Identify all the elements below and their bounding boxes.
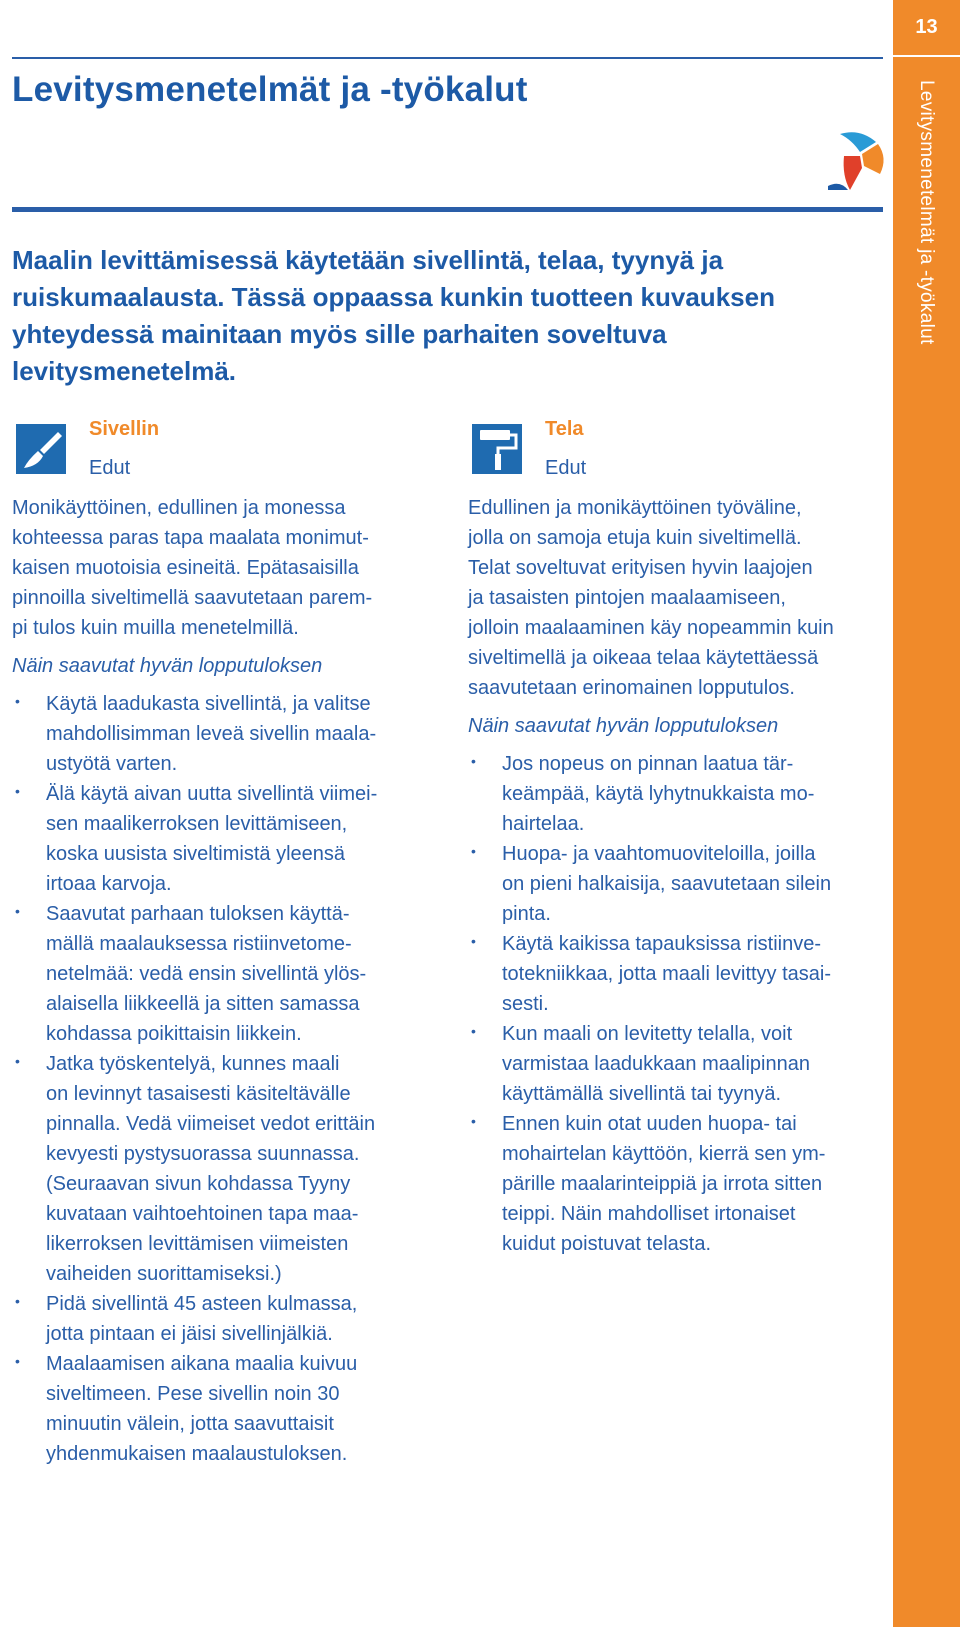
page-title: Levitysmenetelmät ja -työkalut: [12, 70, 528, 109]
tela-advantages-label: Edut: [545, 457, 587, 479]
side-section-title: Levitysmenetelmät ja -työkalut: [916, 80, 937, 345]
list-item: • Kun maali on levitetty telalla, voit varmistaa laadukkaan maalipinnan käyttämällä sivellintä tai tyynyä.: [468, 1019, 888, 1109]
top-divider: [12, 57, 883, 59]
paint-roller-icon: [472, 424, 522, 474]
list-item: • Saavutat parhaan tuloksen käyttä- mällä maalauksessa ristiinvetome- netelmää: vedä ensin sivellintä ylös- alaisella liikkeellä ja sitten samassa kohdassa poikittaisin liikkein.: [12, 899, 432, 1049]
list-item: • Pidä sivellintä 45 asteen kulmassa, jotta pintaan ei jäisi sivellinjälkiä.: [12, 1289, 432, 1349]
list-item: • Jos nopeus on pinnan laatua tär- keämpää, käytä lyhytnukkaista mo- hairtelaa.: [468, 749, 888, 839]
tela-tips-list: [468, 749, 888, 1259]
tela-title: Tela: [545, 418, 584, 440]
list-item: • Ennen kuin otat uuden huopa- tai mohairtelan käyttöön, kierrä sen ym- pärille maalarinteippiä ja irrota sitten teippi. Näin mahdolliset irtonaiset kuidut poistuvat telasta.: [468, 1109, 888, 1259]
sivellin-tips-label: Näin saavutat hyvän lopputuloksen: [12, 655, 323, 677]
list-item: • Älä käytä aivan uutta sivellintä viimei- sen maalikerroksen levittämiseen, koska uusista siveltimistä yleensä irtoaa karvoja.: [12, 779, 432, 899]
list-item: • Maalaamisen aikana maalia kuivuu siveltimeen. Pese sivellin noin 30 minuutin välein, jotta saavuttaisit yhdenmukaisen maalaustuloksen.: [12, 1349, 432, 1469]
tela-tips-label: Näin saavutat hyvän lopputuloksen: [468, 715, 779, 737]
intro-paragraph: Maalin levittämisessä käytetään sivellintä, telaa, tyynyä ja ruiskumaalausta. Tässä oppaassa kunkin tuotteen kuvauksen yhteydessä mainitaan myös sille parhaiten soveltuva levitysmenetelmä.: [12, 245, 775, 386]
sivellin-title: Sivellin: [89, 418, 160, 440]
tela-section: [468, 416, 888, 1259]
list-item: • Huopa- ja vaahtomuoviteloilla, joilla on pieni halkaisija, saavutetaan silein pinta.: [468, 839, 888, 929]
paintbrush-icon: [16, 424, 66, 474]
list-item: • Käytä kaikissa tapauksissa ristiinve- totekniikkaa, jotta maali levittyy tasai- sesti.: [468, 929, 888, 1019]
sivellin-tips-list: [12, 689, 432, 1469]
sail-logo-icon: [826, 130, 888, 192]
list-item: • Jatka työskentelyä, kunnes maali on levinnyt tasaisesti käsiteltävälle pinnalla. Vedä viimeiset vedot erittäin kevyesti pystysuorassa suunnassa. (Seuraavan sivun kohdassa Tyyny kuvataan vaihtoehtoinen tapa maa- likerroksen levittämisen viimeisten vaiheiden suorittamiseksi.): [12, 1049, 432, 1289]
tela-advantages-text: Edullinen ja monikäyttöinen työväline, jolla on samoja etuja kuin siveltimellä. Telat soveltuvat erityisen hyvin laajojen ja tasaisten pintojen maalaamiseen, jolloin maalaaminen käy nopeammin kuin siveltimellä ja oikeaa telaa käytettäessä saavutetaan erinomainen lopputulos.: [468, 497, 834, 699]
list-item: • Käytä laadukasta sivellintä, ja valitse mahdollisimman leveä sivellin maala- ustyötä varten.: [12, 689, 432, 779]
page-number: 13: [915, 16, 938, 38]
section-divider: [12, 207, 883, 212]
sivellin-advantages-text: Monikäyttöinen, edullinen ja monessa kohteessa paras tapa maalata monimut- kaisen muotoisia esineitä. Epätasaisilla pinnoilla siveltimellä saavutetaan parem- pi tulos kuin muilla menetelmillä.: [12, 497, 373, 639]
sivellin-advantages-label: Edut: [89, 457, 131, 479]
sivellin-section: [12, 416, 432, 1469]
